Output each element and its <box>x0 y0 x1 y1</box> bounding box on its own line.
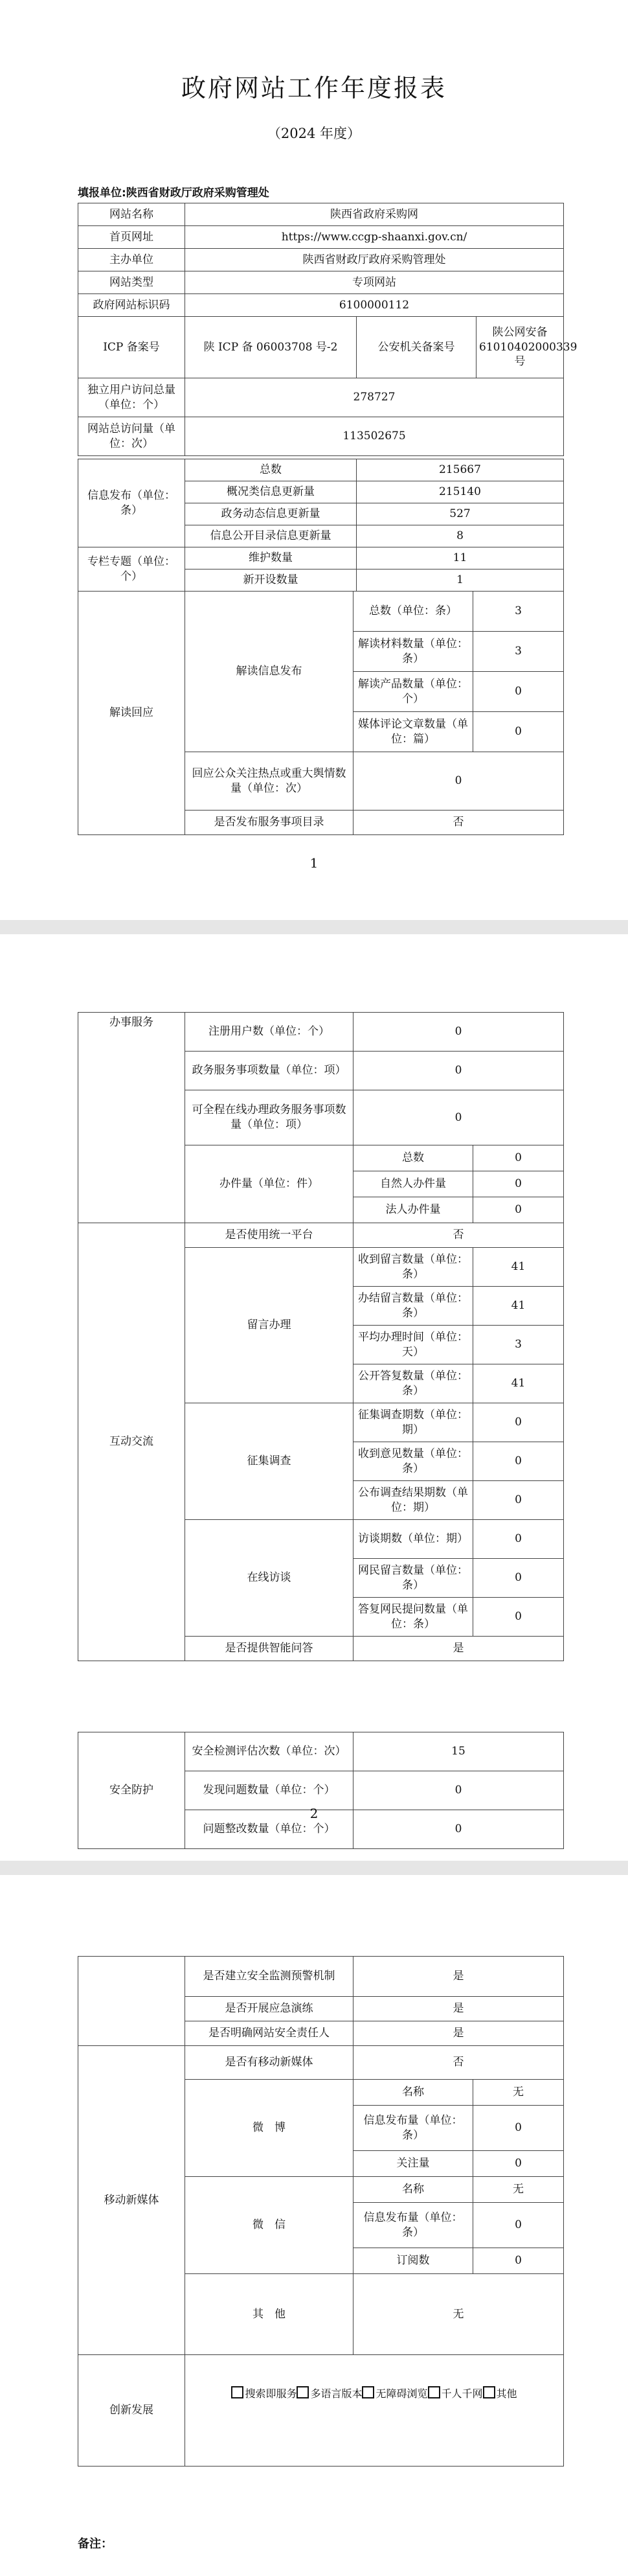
interp-respond: 0 <box>353 752 564 811</box>
weibo-label: 微 博 <box>185 2080 353 2177</box>
interact-platform: 否 <box>353 1223 564 1248</box>
cell-label: 是否有移动新媒体 <box>185 2046 353 2080</box>
survey-label: 征集调查 <box>185 1403 353 1520</box>
table-row <box>78 459 564 481</box>
table-row <box>78 547 564 569</box>
service-label: 办事服务 <box>78 1013 185 1223</box>
checkbox-other[interactable]: 其他 <box>483 2387 517 2400</box>
wechat-label: 微 信 <box>185 2177 353 2274</box>
cell-label: 访谈期数（单位：期） <box>353 1520 473 1559</box>
interact-questions: 0 <box>473 1559 564 1598</box>
table-row <box>78 1957 564 1997</box>
table-row <box>78 294 564 317</box>
cell-label: 网站名称 <box>78 203 185 226</box>
checkbox-icon <box>428 2386 440 2398</box>
mobile-label: 移动新媒体 <box>78 2046 185 2355</box>
cell-label: 名称 <box>353 2080 473 2106</box>
interview-label: 在线访谈 <box>185 1520 353 1637</box>
cell-label: 总数 <box>185 459 357 481</box>
cell-label: 总数 <box>353 1145 473 1171</box>
cell-label: 关注量 <box>353 2151 473 2177</box>
interact-interview-count: 0 <box>473 1520 564 1559</box>
cell-label: 发现问题数量（单位：个） <box>185 1771 353 1810</box>
interact-ai: 是 <box>353 1637 564 1661</box>
cell-label: 新开设数量 <box>185 569 357 592</box>
interact-avg: 3 <box>473 1326 564 1364</box>
report-page-2 <box>0 934 628 1861</box>
org-value: 陕西省财政厅政府采购管理处 <box>185 249 564 271</box>
table-row <box>78 378 564 417</box>
info-total: 215667 <box>357 459 564 481</box>
mobile-has: 否 <box>353 2046 564 2080</box>
report-year: （2024 年度） <box>267 126 361 141</box>
cell-label: 办件量（单位：件） <box>185 1145 353 1223</box>
checkbox-search-service[interactable]: 搜索即服务 <box>231 2387 297 2400</box>
cell-label: 网民留言数量（单位：条） <box>353 1559 473 1598</box>
table-row <box>78 1223 564 1248</box>
interp-total: 3 <box>473 592 564 632</box>
cell-label: 答复网民提问数量（单位：条） <box>353 1598 473 1637</box>
cell-label: 注册用户数（单位：个） <box>185 1013 353 1052</box>
mobile-table <box>78 2045 564 2355</box>
cell-label: 信息发布量（单位：条） <box>353 2203 473 2248</box>
checkbox-personalized[interactable]: 千人千网 <box>428 2387 483 2400</box>
wechat-posts: 0 <box>473 2203 564 2248</box>
interp-label: 解读回应 <box>78 592 185 835</box>
innovation-options <box>185 2355 564 2467</box>
cell-label: 主办单位 <box>78 249 185 271</box>
service-users: 0 <box>353 1013 564 1052</box>
cell-label: 公布调查结果期数（单位：期） <box>353 1481 473 1520</box>
cell-label: 问题整改数量（单位：个） <box>185 1810 353 1849</box>
info-open: 8 <box>357 525 564 547</box>
site-name-value: 陕西省政府采购网 <box>185 203 564 226</box>
cell-label: 自然人办件量 <box>353 1171 473 1197</box>
checkbox-multilang[interactable]: 多语言版本 <box>297 2387 362 2400</box>
cell-label: 可全程在线办理政务服务事项数量（单位：项） <box>185 1090 353 1145</box>
checkbox-icon <box>231 2386 243 2398</box>
service-table <box>78 1012 564 1223</box>
police-value: 陕公网安备61010402000339 号 <box>477 317 564 378</box>
cell-label: ICP 备案号 <box>78 317 185 378</box>
service-cases-total: 0 <box>473 1145 564 1171</box>
cell-label: 媒体评论文章数量（单位：篇） <box>353 712 473 752</box>
topic-maintain: 11 <box>357 547 564 569</box>
cell-label: 安全检测评估次数（单位：次） <box>185 1732 353 1771</box>
cell-label: 收到留言数量（单位：条） <box>353 1248 473 1287</box>
security-checks: 15 <box>353 1732 564 1771</box>
checkbox-accessible[interactable]: 无障碍浏览 <box>362 2387 427 2400</box>
interact-public: 41 <box>473 1364 564 1403</box>
table-row <box>78 271 564 294</box>
other-label: 其 他 <box>185 2274 353 2355</box>
publish-table <box>78 459 564 592</box>
cell-label: 政务服务事项数量（单位：项） <box>185 1052 353 1090</box>
uv-value: 278727 <box>185 378 564 417</box>
info-overview: 215140 <box>357 481 564 503</box>
msg-label: 留言办理 <box>185 1248 353 1403</box>
table-row <box>78 226 564 249</box>
cell-label: 总数（单位：条） <box>353 592 473 632</box>
cell-label: 概况类信息更新量 <box>185 481 357 503</box>
service-legal: 0 <box>473 1197 564 1223</box>
cell-label: 法人办件量 <box>353 1197 473 1223</box>
info-label: 信息发布（单位：条） <box>78 459 185 547</box>
info-dynamic: 527 <box>357 503 564 525</box>
security-label: 安全防护 <box>78 1732 185 1849</box>
cell-label: 是否发布服务事项目录 <box>185 811 353 835</box>
interact-done: 41 <box>473 1287 564 1326</box>
table-row <box>78 317 564 378</box>
checkbox-icon <box>483 2386 495 2398</box>
cell-label: 是否使用统一平台 <box>185 1223 353 1248</box>
url-value: https://www.ccgp-shaanxi.gov.cn/ <box>185 226 564 249</box>
cell-label: 名称 <box>353 2177 473 2203</box>
cell-label: 平均办理时间（单位：天） <box>353 1326 473 1364</box>
report-title: 政府网站工作年度报表 <box>181 74 447 102</box>
topic-label: 专栏专题（单位：个） <box>78 547 185 592</box>
table-row <box>78 1732 564 1771</box>
wechat-subs: 0 <box>473 2248 564 2274</box>
interact-answers: 0 <box>473 1598 564 1637</box>
cell-label: 首页网址 <box>78 226 185 249</box>
checkbox-icon <box>362 2386 374 2398</box>
innovation-table <box>78 2354 564 2467</box>
page-number: 2 <box>309 1806 319 1821</box>
wechat-name: 无 <box>473 2177 564 2203</box>
security-table <box>78 1732 564 1849</box>
security-fixed: 0 <box>353 1810 564 1849</box>
interact-results: 0 <box>473 1481 564 1520</box>
table-row <box>78 249 564 271</box>
interact-table <box>78 1223 564 1661</box>
security-cont-table <box>78 1956 564 2046</box>
service-items: 0 <box>353 1052 564 1090</box>
service-natural: 0 <box>473 1171 564 1197</box>
security-drill: 是 <box>353 1997 564 2021</box>
topic-new: 1 <box>357 569 564 592</box>
weibo-follow: 0 <box>473 2151 564 2177</box>
table-row <box>78 417 564 456</box>
security-officer: 是 <box>353 2021 564 2046</box>
interp-catalog: 否 <box>353 811 564 835</box>
interact-received: 41 <box>473 1248 564 1287</box>
page-number: 1 <box>309 855 319 871</box>
weibo-posts: 0 <box>473 2106 564 2151</box>
cell-label: 网站类型 <box>78 271 185 294</box>
type-value: 专项网站 <box>185 271 564 294</box>
cell-label: 是否开展应急演练 <box>185 1997 353 2021</box>
cell-label: 公开答复数量（单位：条） <box>353 1364 473 1403</box>
weibo-name: 无 <box>473 2080 564 2106</box>
cell-label: 解读材料数量（单位：条） <box>353 632 473 672</box>
cell-label: 解读产品数量（单位：个） <box>353 672 473 712</box>
cell-label: 是否明确网站安全责任人 <box>185 2021 353 2046</box>
cell-label: 回应公众关注热点或重大舆情数量（单位：次） <box>185 752 353 811</box>
security-cont-cell <box>78 1957 185 2046</box>
interact-survey-count: 0 <box>473 1403 564 1442</box>
service-online: 0 <box>353 1090 564 1145</box>
interp-product: 0 <box>473 672 564 712</box>
interp-media: 0 <box>473 712 564 752</box>
cell-label: 订阅数 <box>353 2248 473 2274</box>
cell-label: 是否提供智能问答 <box>185 1637 353 1661</box>
table-row <box>78 2046 564 2080</box>
table-row <box>78 2355 564 2467</box>
interp-material: 3 <box>473 632 564 672</box>
code-value: 6100000112 <box>185 294 564 317</box>
checkbox-icon <box>297 2386 309 2398</box>
cell-label: 收到意见数量（单位：条） <box>353 1442 473 1481</box>
cell-label: 是否建立安全监测预警机制 <box>185 1957 353 1997</box>
report-page-1 <box>0 0 628 920</box>
interact-label: 互动交流 <box>78 1223 185 1661</box>
filler-unit: 填报单位:陕西省财政厅政府采购管理处 <box>78 187 269 200</box>
icp-value: 陕 ICP 备 06003708 号-2 <box>185 317 357 378</box>
cell-label: 维护数量 <box>185 547 357 569</box>
table-row <box>78 203 564 226</box>
note-label: 备注： <box>78 2537 113 2551</box>
pv-value: 113502675 <box>185 417 564 456</box>
table-row <box>78 592 564 632</box>
cell-label: 征集调查期数（单位：期） <box>353 1403 473 1442</box>
table-row <box>78 1013 564 1052</box>
interp-table <box>78 591 564 835</box>
report-page-3 <box>0 1875 628 2576</box>
security-warning: 是 <box>353 1957 564 1997</box>
interp-publish-label: 解读信息发布 <box>185 592 353 752</box>
cell-label: 政府网站标识码 <box>78 294 185 317</box>
innovation-label: 创新发展 <box>78 2355 185 2467</box>
cell-label: 网站总访问量（单位：次） <box>78 417 185 456</box>
mobile-other: 无 <box>353 2274 564 2355</box>
basic-info-table <box>78 203 578 456</box>
cell-label: 信息公开目录信息更新量 <box>185 525 357 547</box>
cell-label: 独立用户访问总量（单位：个） <box>78 378 185 417</box>
interact-opinions: 0 <box>473 1442 564 1481</box>
cell-label: 公安机关备案号 <box>357 317 477 378</box>
cell-label: 信息发布量（单位：条） <box>353 2106 473 2151</box>
cell-label: 办结留言数量（单位：条） <box>353 1287 473 1326</box>
security-found: 0 <box>353 1771 564 1810</box>
cell-label: 政务动态信息更新量 <box>185 503 357 525</box>
